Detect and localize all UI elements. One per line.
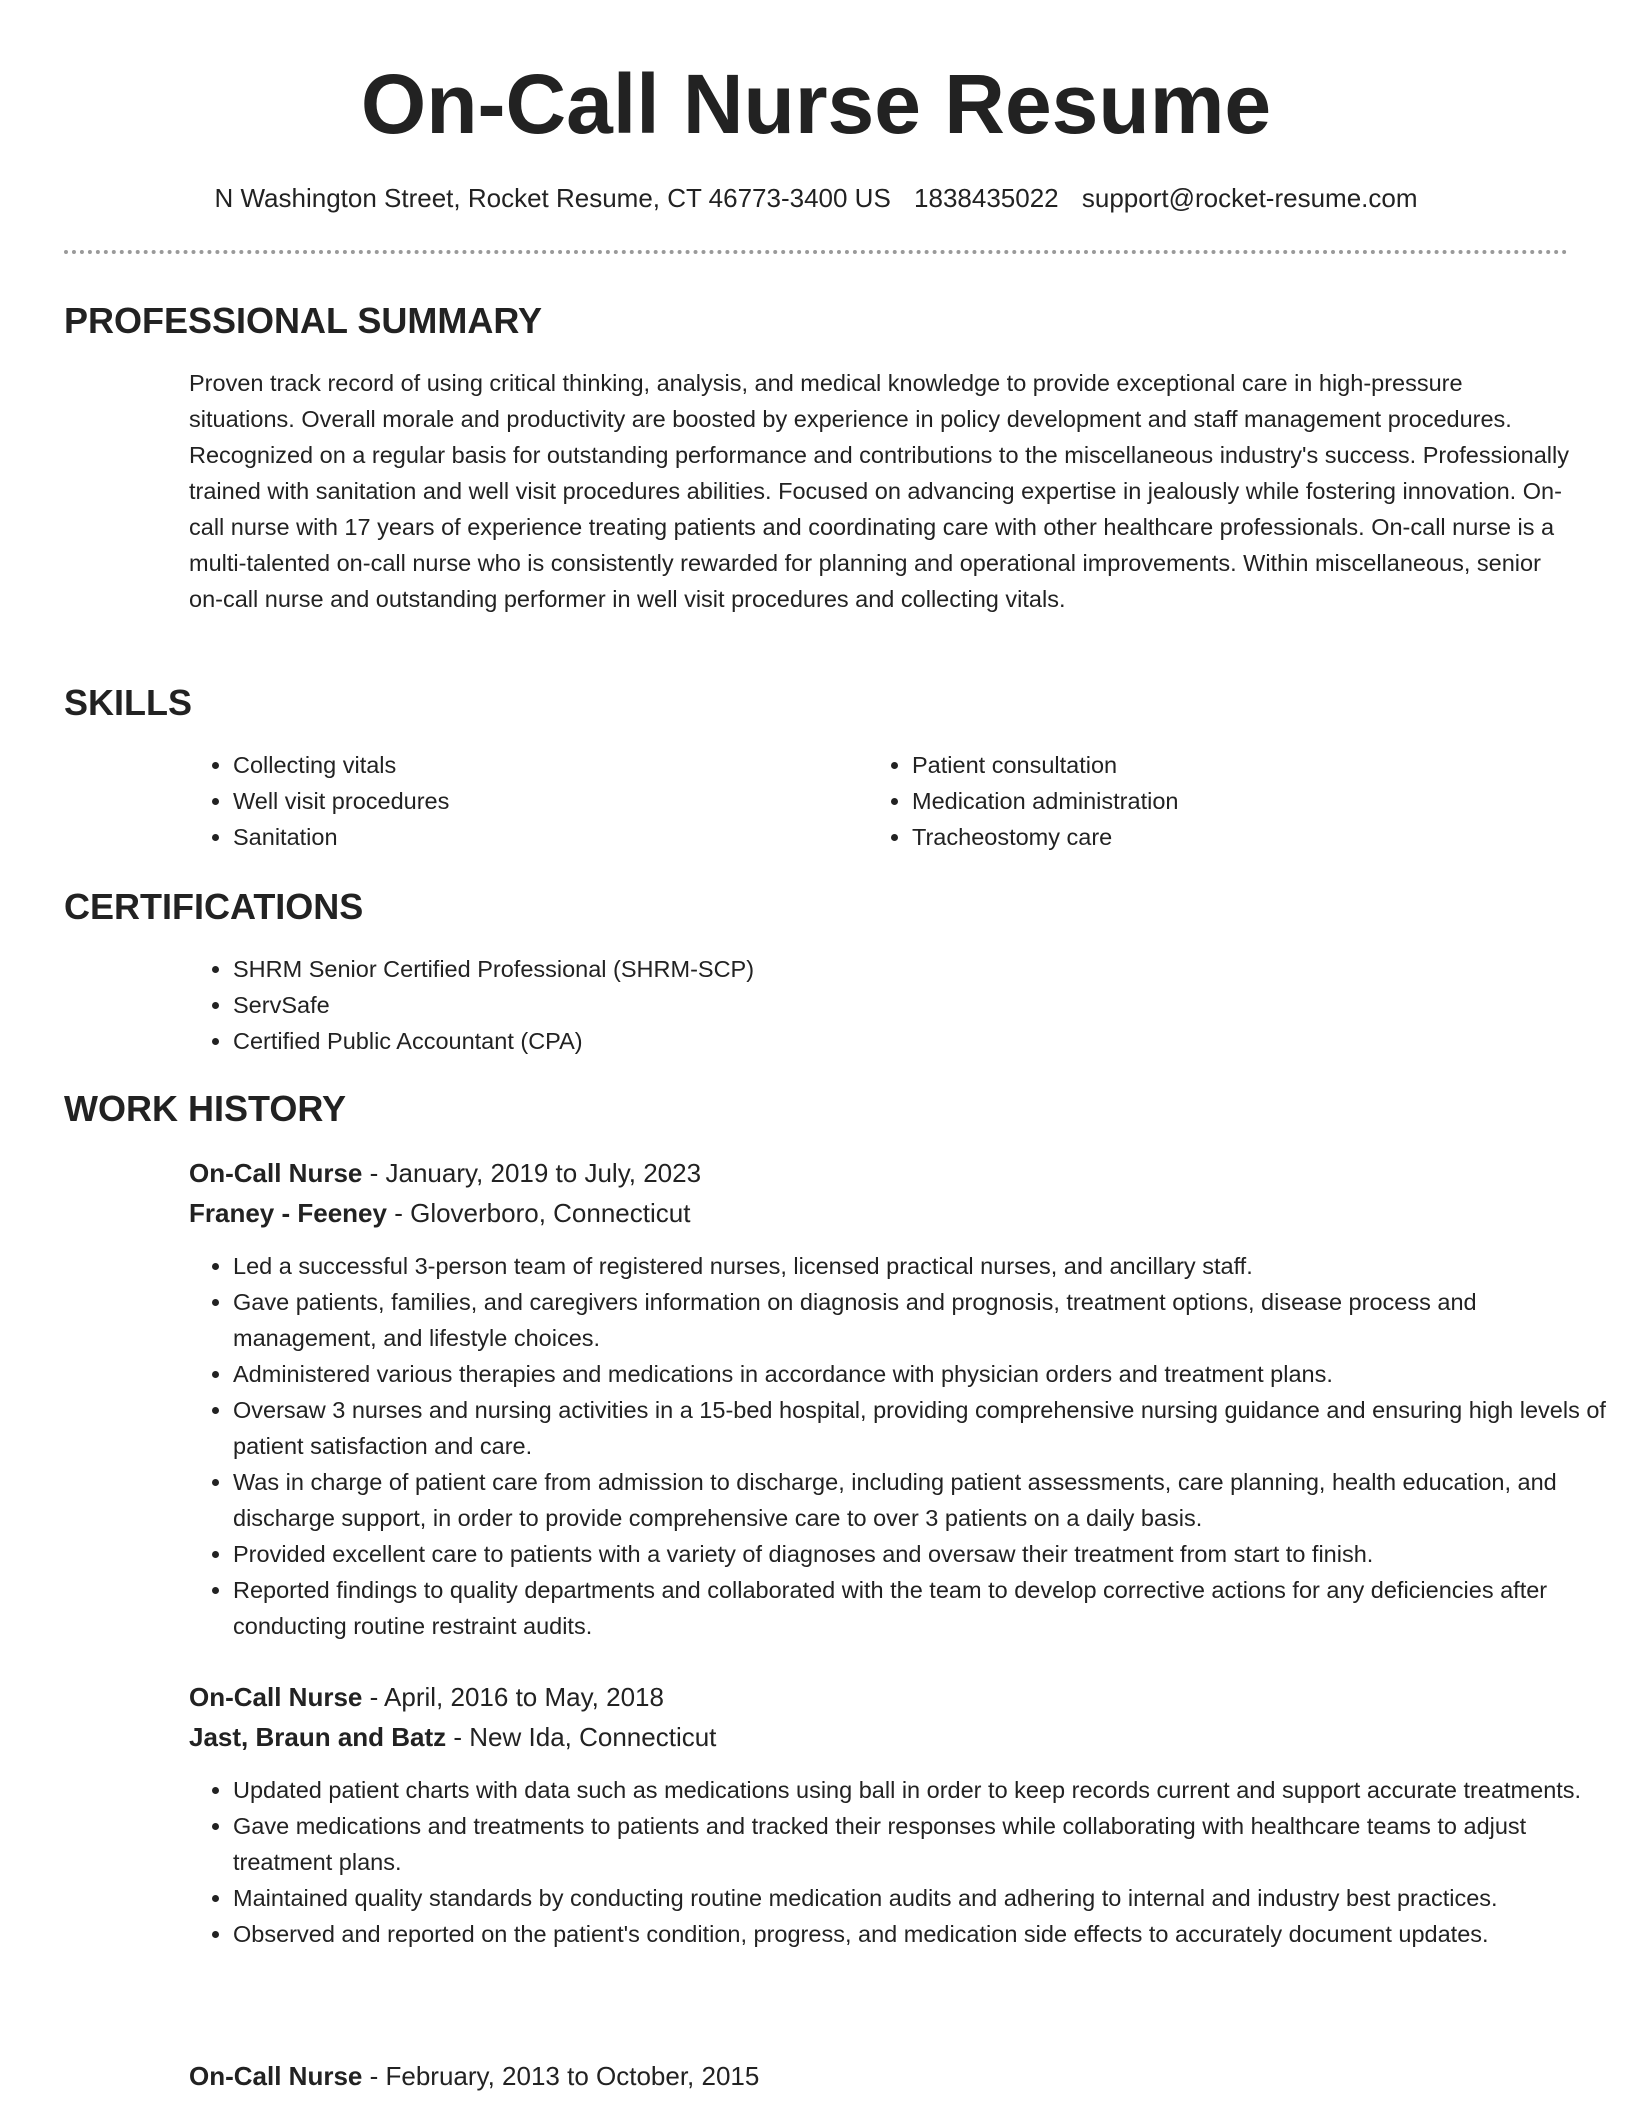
certification-item: • SHRM Senior Certified Professional (SHRM-SCP) — [233, 951, 1569, 987]
skill-item: • Patient consultation — [912, 747, 1562, 783]
skills-list-left — [189, 747, 833, 855]
certification-item: • ServSafe — [233, 987, 1569, 1023]
skill-item: • Collecting vitals — [233, 747, 833, 783]
job-bullet: • Gave patients, families, and caregivers information on diagnosis and prognosis, treatment options, disease process and management, and lifestyle choices. — [233, 1284, 1613, 1356]
job-bullet: • Was in charge of patient care from admission to discharge, including patient assessments, care planning, health education, and discharge support, in order to provide comprehensive care to over 3 patients on a daily basis. — [233, 1464, 1613, 1536]
certifications-list — [189, 951, 1569, 1059]
job-bullet: • Maintained quality standards by conducting routine medication audits and adhering to internal and industry best practices. — [233, 1880, 1613, 1916]
job-bullet: • Provided excellent care to patients with a variety of diagnoses and oversaw their treatment from start to finish. — [233, 1536, 1613, 1572]
summary-text: Proven track record of using critical thinking, analysis, and medical knowledge to provide exceptional care in high-pressure situations. Overall morale and productivity are boosted by experience in policy development and staff management procedures. Recognized on a regular basis for outstanding performance and contributions to the miscellaneous industry's success. Professionally trained with sanitation and well visit procedures abilities. Focused on advancing expertise in jealously while fostering innovation. On-call nurse with 17 years of experience treating patients and coordinating care with other healthcare professionals. On-call nurse is a multi-talented on-call nurse who is consistently rewarded for planning and operational improvements. Within miscellaneous, senior on-call nurse and outstanding performer in well visit procedures and collecting vitals. — [189, 370, 1569, 612]
job-title: On-Call Nurse — [189, 1682, 363, 1712]
job-bullet: • Reported findings to quality departments and collaborated with the team to develop corrective actions for any deficiencies after conducting routine restraint audits. — [233, 1572, 1613, 1644]
job-bullet: • Led a successful 3-person team of registered nurses, licensed practical nurses, and ancillary staff. — [233, 1248, 1613, 1284]
contact-line — [0, 180, 1632, 216]
job-title-line — [189, 1155, 1569, 1191]
summary-heading: PROFESSIONAL SUMMARY — [64, 300, 543, 341]
job-location: - New Ida, Connecticut — [446, 1722, 717, 1752]
certifications-heading: CERTIFICATIONS — [64, 886, 364, 927]
header-divider — [64, 250, 1568, 254]
job-dates: - April, 2016 to May, 2018 — [362, 1682, 664, 1712]
skill-item: • Tracheostomy care — [912, 819, 1562, 855]
job-title-line — [189, 2058, 1569, 2094]
skill-item: • Sanitation — [233, 819, 833, 855]
job-title: On-Call Nurse — [189, 1158, 363, 1188]
job-dates: - February, 2013 to October, 2015 — [362, 2061, 760, 2091]
job-bullet: • Administered various therapies and medications in accordance with physician orders and treatment plans. — [233, 1356, 1613, 1392]
job-company-line — [189, 1195, 1569, 1231]
job-company: Jast, Braun and Batz — [189, 1722, 447, 1752]
job-company-line — [189, 1719, 1569, 1755]
job-bullet: • Updated patient charts with data such as medications using ball in order to keep records current and support accurate treatments. — [233, 1772, 1613, 1808]
contact-email: support@rocket-resume.com — [1081, 183, 1418, 213]
skill-item: • Well visit procedures — [233, 783, 833, 819]
certification-item: • Certified Public Accountant (CPA) — [233, 1023, 1569, 1059]
job-title-line — [189, 1679, 1569, 1715]
work-history-heading: WORK HISTORY — [64, 1088, 347, 1129]
contact-address: N Washington Street, Rocket Resume, CT 46773-3400 US — [214, 183, 891, 213]
skill-item: • Medication administration — [912, 783, 1562, 819]
job-bullets — [189, 1772, 1613, 1952]
job-bullet: • Observed and reported on the patient's condition, progress, and medication side effects to accurately document updates. — [233, 1916, 1613, 1952]
job-bullet: • Oversaw 3 nurses and nursing activities in a 15-bed hospital, providing comprehensive nursing guidance and ensuring high levels of patient satisfaction and care. — [233, 1392, 1613, 1464]
job-bullets — [189, 1248, 1613, 1644]
job-company: Franey - Feeney — [189, 1198, 387, 1228]
job-bullet: • Gave medications and treatments to patients and tracked their responses while collaborating with healthcare teams to adjust treatment plans. — [233, 1808, 1613, 1880]
skills-list-right — [868, 747, 1562, 855]
resume-title: On-Call Nurse Resume — [360, 57, 1272, 151]
job-location: - Gloverboro, Connecticut — [386, 1198, 691, 1228]
job-dates: - January, 2019 to July, 2023 — [362, 1158, 702, 1188]
job-title: On-Call Nurse — [189, 2061, 363, 2091]
skills-heading: SKILLS — [64, 682, 193, 723]
contact-phone: 1838435022 — [914, 183, 1059, 213]
